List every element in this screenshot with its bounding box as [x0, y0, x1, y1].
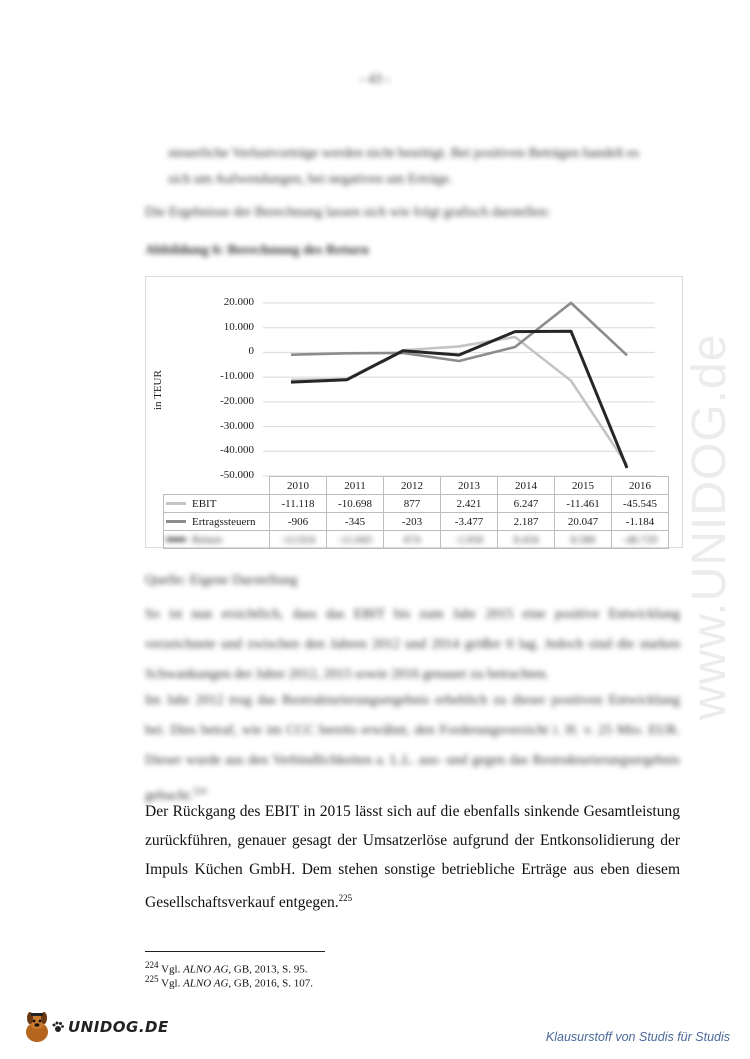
- footnote-company: ALNO AG: [183, 977, 229, 990]
- data-label: -906: [270, 513, 327, 531]
- data-label: -45.545: [612, 495, 669, 513]
- data-label: 20.047: [555, 513, 612, 531]
- data-label: -1.056: [441, 531, 498, 549]
- data-label: -3.477: [441, 513, 498, 531]
- main-paragraph: [145, 797, 680, 917]
- data-label: 8.434: [498, 531, 555, 549]
- legend-swatch: [166, 538, 186, 541]
- figure-source: Quelle: Eigene Darstellung: [145, 573, 298, 588]
- y-tick-label: -30.000: [220, 419, 254, 432]
- data-label: 2.187: [498, 513, 555, 531]
- table-row: [164, 513, 669, 531]
- footnote-prefix: Vgl.: [161, 963, 184, 976]
- watermark: www.UNIDOG.de: [683, 333, 736, 720]
- footnote-prefix: Vgl.: [161, 977, 184, 990]
- data-label: -1.184: [612, 513, 669, 531]
- data-label: -203: [384, 513, 441, 531]
- y-tick-label: 10.000: [223, 320, 254, 333]
- slogan: Klausurstoff von Studis für Studis: [545, 1030, 730, 1044]
- legend-swatch: [166, 520, 186, 523]
- legend-label: Return: [192, 533, 222, 546]
- table-row: [164, 531, 669, 549]
- data-label: -11.461: [555, 495, 612, 513]
- paragraph-3: So ist nun ersichtlich, dass das EBIT bis zum Jahr 2015 eine positive Entwicklung verzeichnete und zwischen den Jahren 2012 und 2014 größer 0 lag. Jedoch sind die starken Schwankungen der Jahre 2012, 2015 sowie 2016 genauer zu betrachten.: [145, 607, 680, 682]
- paragraph-2: Die Ergebnisse der Berechnung lassen sich wie folgt grafisch darstellen:: [145, 205, 551, 220]
- legend-entry: [164, 495, 270, 513]
- footnote-ref-text: , GB, 2013, S. 95.: [228, 963, 308, 976]
- footnote-225: [145, 972, 313, 991]
- legend-label: Ertragssteuern: [192, 515, 256, 528]
- legend-entry: [164, 513, 270, 531]
- paw-print-icon: [52, 1021, 64, 1033]
- y-tick-label: 20.000: [223, 296, 254, 308]
- footnote-ref-text: , GB, 2016, S. 107.: [228, 977, 314, 990]
- x-tick-label: 2015: [555, 477, 612, 495]
- main-paragraph-text: Der Rückgang des EBIT in 2015 lässt sich auf die ebenfalls sinkende Gesamtleistung zurückführen, genauer gesagt der Umsatzerlöse aufgrund der Entkonsolidierung der Impuls Küchen GmbH. Dem stehen sonstige betriebliche Erträge aus eben diesem Gesellschaftsverkauf entgegen.: [145, 803, 680, 912]
- paragraph-1-line-1: steuerliche Verlustvorträge werden nicht benötigt. Bei positiven Beträgen handelt es: [168, 146, 639, 161]
- data-label: -11.043: [327, 531, 384, 549]
- table-header-row: [164, 477, 669, 495]
- data-label: 2.421: [441, 495, 498, 513]
- y-tick-label: -10.000: [220, 370, 254, 383]
- data-label: 674: [384, 531, 441, 549]
- paragraph-1-line-2: sich um Aufwendungen, bei negativen um Erträge.: [168, 172, 453, 187]
- figure-title: Abbildung 6: Berechnung des Return: [145, 243, 369, 258]
- legend-entry: [164, 531, 270, 549]
- footnote-number: 225: [145, 974, 159, 984]
- page-number: - 43 -: [359, 72, 391, 87]
- y-axis-label: in TEUR: [152, 370, 164, 410]
- data-label: -10.698: [327, 495, 384, 513]
- unidog-logo[interactable]: [22, 1010, 169, 1044]
- y-tick-label: -20.000: [220, 394, 254, 407]
- table-corner: [164, 477, 270, 495]
- paragraph-4: [145, 686, 680, 812]
- x-tick-label: 2014: [498, 477, 555, 495]
- y-tick-label: -50.000: [220, 469, 254, 481]
- x-tick-label: 2010: [270, 477, 327, 495]
- footnote-ref-224: 224: [192, 786, 207, 796]
- data-label: -345: [327, 513, 384, 531]
- legend-label: EBIT: [192, 497, 217, 510]
- x-tick-label: 2012: [384, 477, 441, 495]
- data-label: 877: [384, 495, 441, 513]
- footnote-ref-225: 225: [338, 893, 353, 903]
- table-row: [164, 495, 669, 513]
- dog-mascot-icon: [22, 1010, 52, 1044]
- footnote-number: 224: [145, 960, 159, 970]
- legend-swatch: [166, 502, 186, 505]
- y-tick-label: 0: [248, 345, 254, 358]
- x-tick-label: 2016: [612, 477, 669, 495]
- x-tick-label: 2011: [327, 477, 384, 495]
- data-label: -12.024: [270, 531, 327, 549]
- data-label: 8.586: [555, 531, 612, 549]
- data-label: 6.247: [498, 495, 555, 513]
- series-line-return: [291, 331, 627, 468]
- chart-data-table: [163, 476, 669, 549]
- logo-text: UNIDOG.DE: [68, 1018, 169, 1036]
- footnote-company: ALNO AG: [183, 963, 229, 976]
- footnote-divider: [145, 951, 325, 952]
- data-label: -11.118: [270, 495, 327, 513]
- paragraph-4-text: Im Jahr 2012 trug das Restrukturierungsergebnis erheblich zu dieser positiven Entwicklung bei. Dies betraf, wie im CCC bereits erwähnt, den Forderungsverzicht i. H. v. 25 Mio. EUR. Dieser wurde aus den Verbindlichkeiten a. L.L. aus- und gegen das Restrukturierungsergebnis gebucht.: [145, 693, 680, 804]
- x-tick-label: 2013: [441, 477, 498, 495]
- y-tick-label: -40.000: [220, 444, 254, 457]
- data-label: -46.729: [612, 531, 669, 549]
